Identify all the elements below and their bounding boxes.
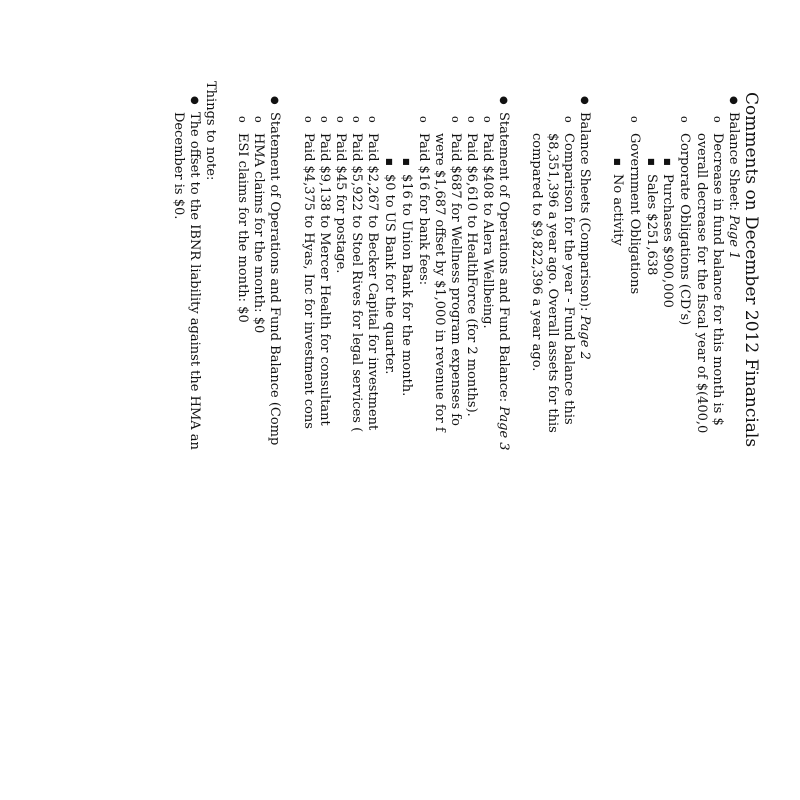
list-item: No activity bbox=[610, 174, 625, 246]
list-item: ESI claims for the month: $0 bbox=[235, 133, 250, 323]
list-item: were $1,687 offset by $1,000 in revenue for f bbox=[432, 133, 447, 432]
bullet-hollow-icon: o bbox=[678, 116, 691, 123]
section-heading-balance-sheet bbox=[727, 112, 740, 259]
bullet-square-icon: ■ bbox=[385, 158, 394, 166]
list-item: $16 to Union Bank for the month. bbox=[399, 174, 414, 397]
bullet-hollow-icon: o bbox=[711, 116, 724, 123]
rotated-page bbox=[171, 0, 800, 800]
list-item: Purchases $900,000 bbox=[660, 174, 675, 308]
bullet-hollow-icon: o bbox=[252, 116, 265, 123]
bullet-solid-icon: ● bbox=[579, 96, 590, 105]
list-item: Paid $408 to Alera Wellbeing. bbox=[480, 133, 495, 329]
bullet-solid-icon: ● bbox=[498, 96, 509, 105]
bullet-hollow-icon: o bbox=[481, 116, 494, 123]
section-heading-things-to-note: Things to note: bbox=[203, 81, 218, 181]
list-item: Paid $4,375 to Hyas, Inc for investment cons bbox=[301, 133, 316, 429]
section-heading-statement-ops bbox=[497, 112, 510, 451]
section-heading-statement-ops-comparison: Statement of Operations and Fund Balance (Comp bbox=[267, 112, 282, 446]
bullet-square-icon: ■ bbox=[663, 158, 672, 166]
list-item: Paid $6,610 to HealthForce (for 2 months). bbox=[464, 133, 479, 417]
section-label: Balance Sheets (Comparison): bbox=[577, 112, 592, 312]
section-label: Statement of Operations and Fund Balance: bbox=[496, 112, 511, 403]
list-item: HMA claims for the month: $0 bbox=[251, 133, 266, 334]
list-item: $0 to US Bank for the quarter. bbox=[382, 174, 397, 375]
page-title: Comments on December 2012 Financials bbox=[741, 92, 761, 448]
bullet-hollow-icon: o bbox=[465, 116, 478, 123]
section-label: Balance Sheet: bbox=[726, 112, 741, 211]
bullet-square-icon: ■ bbox=[647, 158, 656, 166]
bullet-hollow-icon: o bbox=[417, 116, 430, 123]
bullet-solid-icon: ● bbox=[189, 96, 200, 105]
bullet-hollow-icon: o bbox=[334, 116, 347, 123]
list-item: The offset to the IBNR liability against the HMA an bbox=[187, 112, 202, 450]
bullet-hollow-icon: o bbox=[302, 116, 315, 123]
list-item: compared to $9,822,396 a year ago. bbox=[529, 133, 544, 372]
list-item: Decrease in fund balance for this month is $ bbox=[710, 133, 725, 426]
bullet-hollow-icon: o bbox=[562, 116, 575, 123]
list-item: Paid $9,138 to Mercer Health for consultant bbox=[317, 133, 332, 426]
list-item: Sales $251,638 bbox=[644, 174, 659, 276]
bullet-square-icon: ■ bbox=[613, 158, 622, 166]
list-item: Paid $2,267 to Becker Capital for investment bbox=[365, 133, 380, 431]
list-item: Paid $687 for Wellness program expenses fo bbox=[448, 133, 463, 426]
list-item: Government Obligations bbox=[627, 133, 642, 295]
list-item: Comparison for the year - Fund balance this bbox=[561, 133, 576, 425]
list-item: Corporate Obligations (CD’s) bbox=[677, 133, 692, 326]
bullet-solid-icon: ● bbox=[728, 96, 739, 105]
list-item: $8,351,396 a year ago. Overall assets for this bbox=[545, 133, 560, 433]
section-heading-balance-sheets-comparison bbox=[578, 112, 591, 360]
list-item: overall decrease for the fiscal year of $(400,0 bbox=[694, 133, 709, 434]
bullet-square-icon: ■ bbox=[402, 158, 411, 166]
bullet-solid-icon: ● bbox=[269, 96, 280, 105]
list-item: Paid $16 for bank fees: bbox=[416, 133, 431, 286]
page-ref: Page 1 bbox=[726, 215, 741, 260]
bullet-hollow-icon: o bbox=[350, 116, 363, 123]
bullet-hollow-icon: o bbox=[236, 116, 249, 123]
bullet-hollow-icon: o bbox=[318, 116, 331, 123]
bullet-hollow-icon: o bbox=[628, 116, 641, 123]
list-item: Paid $45 for postage. bbox=[333, 133, 348, 274]
page-ref: Page 2 bbox=[577, 315, 592, 360]
list-item: Paid $5,922 to Stoel Rives for legal services ( bbox=[349, 133, 364, 433]
bullet-hollow-icon: o bbox=[366, 116, 379, 123]
list-item: December is $0. bbox=[171, 112, 186, 220]
bullet-hollow-icon: o bbox=[449, 116, 462, 123]
page-ref: Page 3 bbox=[496, 406, 511, 451]
